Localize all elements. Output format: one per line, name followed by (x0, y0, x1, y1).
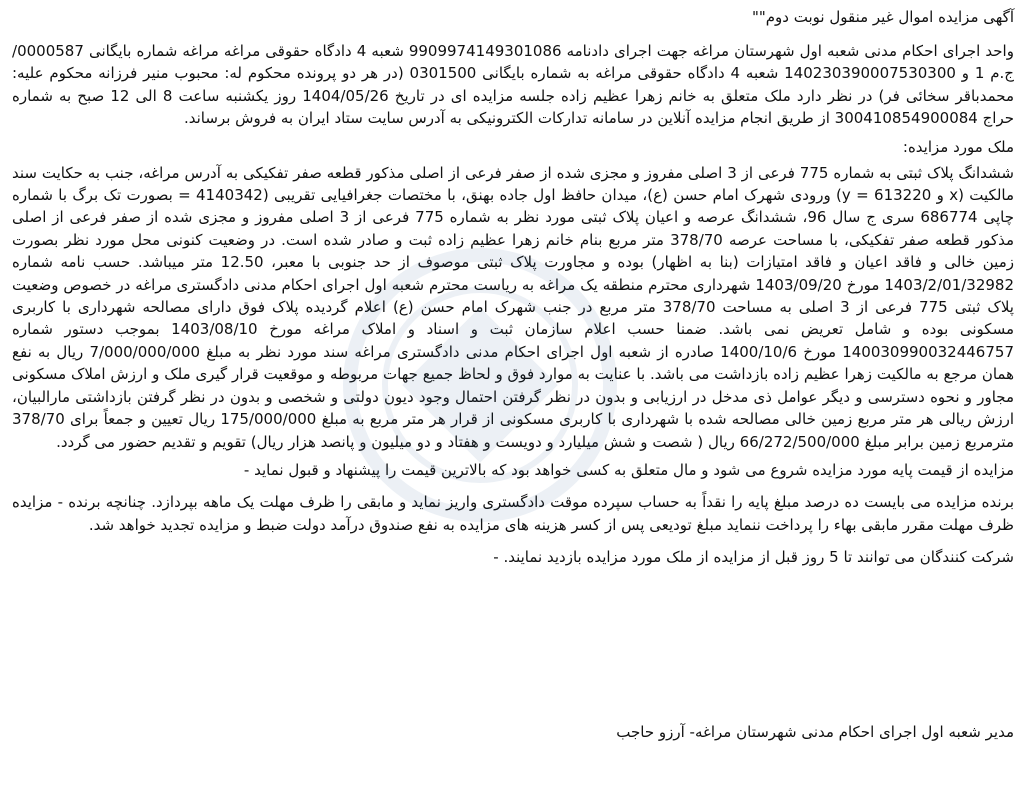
clause-payment-terms: برنده مزایده می بایست ده درصد مبلغ پایه را نقداً به حساب سپرده موقت دادگستری واریز نماید و مابقی را ظرف مهلت یک ماهه بپردازد. چنانچه برنده - مزایده ظرف مهلت مقرر مابقی بهاء را پرداخت ننماید مبلغ تودیعی پس از کسر هزینه های مزایده به نفع صندوق درآمد دولت ضبط و مزایده تجدید خواهد شد. (12, 493, 1014, 534)
notice-title: آگهی مزایده اموال غیر منقول نوبت دوم"" (751, 8, 1014, 26)
clause-starting-price: مزایده از قیمت پایه مورد مزایده شروع می شود و مال متعلق به کسی خواهد بود که بالاترین قیمت را پیشنهاد و قبول نماید - (243, 460, 1014, 479)
property-heading: ملک مورد مزایده: (902, 137, 1014, 156)
property-description-paragraph: ششدانگ پلاک ثبتی به شماره 775 فرعی از 3 اصلی مفروز و مجزی شده از صفر فرعی از اصلی مذکور قطعه صفر تفکیکی به آدرس مراغه، جنب به حکایت سند مالکیت (x و 613220 = y) ورودی شهرک امام حسن (ع)، میدان حافظ اول جاده بهنق، با مختصات جغرافیایی تقریبی (4140342 = بصورت تک برگ با شماره چاپی 686774 سری ج سال 96، ششدانگ عرصه و اعیان پلاک ثبتی مورد نظر به شماره 775 فرعی از 3 اصلی مفروز و مجزی شده از صفر فرعی از اصلی مذکور قطعه صفر تفکیکی، با مساحت عرصه 378/70 متر مربع بنام خانم زهرا عظیم زاده ثبت و صادر شده است. در وضعیت کنونی محل مورد نظر بصورت زمین خالی و فاقد اعیان و فاقد امتیازات (بنا به اظهار) بوده و مجاورت پلاک ثبتی موصوف از حد جنوبی با معبر، 12.50 متر میباشد. حسب نامه شماره 1403/2/01/32982 مورخ 1403/09/20 شهرداری محترم منطقه یک مراغه به ریاست محترم شعبه اول اجرای احکام مدنی دادگستری مراغه در خصوص وضعیت پلاک ثبتی 775 فرعی از 3 اصلی به مساحت 378/70 متر مربع در جنب شهرک امام حسن (ع) اعلام گردیده پلاک فوق دارای مصالحه شهرداری با کاربری مسکونی بوده و شامل تعریض نمی باشد. ضمنا حسب اعلام سازمان ثبت و اسناد و املاک مراغه مورخ 1403/08/10 بموجب دستور شماره 140030990032446757 مورخ 1400/10/6 صادره از شعبه اول اجرای احکام مدنی دادگستری مراغه سند مورد نظر به مبلغ 7/000/000/000 ریال به نفع همان مرجع به مالکیت زهرا عظیم زاده بازداشت می باشد. با عنایت به موارد فوق و لحاظ جمیع جهات مربوطه و موقعیت قرار گیری ملک و ارزش املاک مسکونی مجاور و نحوه دسترسی و دیگر عوامل ذی مدخل در ارزیابی و بدون در نظر گرفتن احتمال وجود دیون دولتی و شخصی و بدون در نظر گرفتن بازداشتی مارالبیان، ارزش ریالی هر متر مربع زمین خالی مصالحه شده با شهرداری با کاربری مسکونی از قرار هر متر مربع به مبلغ 175/000/000 ریال تعیین و جمعاً برای 378/70 مترمربع زمین برابر مبلغ 66/272/500/000 ریال ( شصت و شش میلیارد و دویست و هفتاد و دو میلیون و پانصد هزار ریال) تقویم و تقدیم حضور می گردد. (12, 163, 1015, 451)
clause-inspection: شرکت کنندگان می توانند تا 5 روز قبل از مزایده از ملک مورد مزایده بازدید نمایند. - (493, 548, 1014, 567)
signature-line: مدیر شعبه اول اجرای احکام مدنی شهرستان مراغه- آرزو حاجب (616, 723, 1014, 741)
notice-intro-paragraph: واحد اجرای احکام مدنی شعبه اول شهرستان مراغه جهت اجرای دادنامه 9909974149301086 شعبه 4 دادگاه حقوقی مراغه مراغه شماره بایگانی 0000587/ج.م 1 و 140230390007530300 شعبه 4 دادگاه حقوقی مراغه به شماره بایگانی 0301500 (در هر دو پرونده محکوم له: محبوب منیر فرزانه محکوم علیه: محمدباقر سخائی فر) در نظر دارد ملک متعلق به خانم زهرا عظیم زاده جلسه مزایده ای در تاریخ 1404/05/26 روز یکشنبه ساعت 8 الی 12 صبح به شماره حراج 300410854900084 از طریق انجام مزایده آنلاین در سامانه تدارکات الکترونیکی به آدرس سایت ستاد ایران به فروش برساند. (12, 42, 1014, 128)
